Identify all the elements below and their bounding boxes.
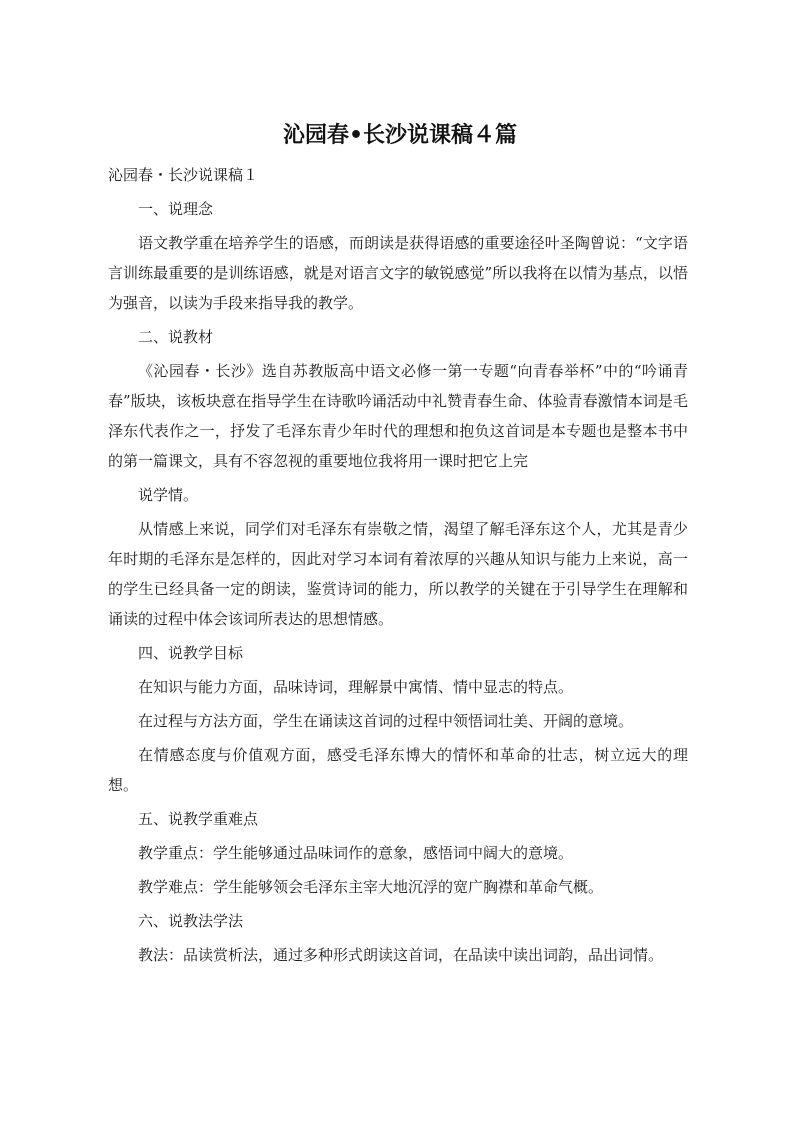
paragraph-teaching-method: 教法：品读赏析法，通过多种形式朗读这首词，在品读中读出词韵，品出词情。 [138, 946, 664, 964]
heading-methods: 六、说教法学法 [138, 912, 244, 930]
paragraph-students: 从情感上来说，同学们对毛泽东有崇敬之情，渴望了解毛泽东这个人，尤其是青少年时期的毛泽东是怎样的，因此对学习本词有着浓厚的兴趣从知识与能力上来说，高一的学生已经具备一定的朗读，鉴赏诗词的能力，所以教学的关键在于引导学生在理解和诵读的过程中体会该词所表达的思想情感。 [108, 520, 688, 628]
heading-students: 说学情。 [138, 486, 199, 504]
section-subtitle: 沁园春・长沙说课稿１ [108, 166, 259, 184]
heading-concept: 一、说理念 [138, 200, 214, 218]
paragraph-objective-process: 在过程与方法方面，学生在诵读这首词的过程中领悟词壮美、开阔的意境。 [138, 712, 634, 730]
heading-key-points: 五、说教学重难点 [138, 810, 259, 828]
paragraph-objective-emotion: 在情感态度与价值观方面，感受毛泽东博大的情怀和革命的壮志，树立远大的理想。 [108, 746, 688, 794]
document-body [108, 160, 688, 970]
document-title: 沁园春•长沙说课稿４篇 [282, 123, 518, 148]
heading-objectives: 四、说教学目标 [138, 644, 244, 662]
paragraph-key-point: 教学重点：学生能够通过品味词作的意象，感悟词中阔大的意境。 [138, 844, 574, 862]
paragraph-objective-knowledge: 在知识与能力方面，品味诗词，理解景中寓情、情中显志的特点。 [138, 678, 574, 696]
paragraph-textbook: 《沁园春・长沙》选自苏教版高中语文必修一第一专题“向青春举杯”中的“吟诵青春”版块，该板块意在指导学生在诗歌吟诵活动中礼赞青春生命、体验青春激情本词是毛泽东代表作之一，抒发了毛泽东青少年时代的理想和抱负这首词是本专题也是整本书中的第一篇课文，具有不容忽视的重要地位我将用一课时把它上完 [108, 362, 688, 470]
paragraph-difficult-point: 教学难点：学生能够领会毛泽东主宰大地沉浮的宽广胸襟和革命气概。 [138, 878, 604, 896]
heading-textbook: 二、说教材 [138, 328, 214, 346]
paragraph-concept: 语文教学重在培养学生的语感，而朗读是获得语感的重要途径叶圣陶曾说：“文字语言训练最重要的是训练语感，就是对语言文字的敏锐感觉”所以我将在以情为基点，以悟为强音，以读为手段来指导我的教学。 [108, 234, 688, 312]
